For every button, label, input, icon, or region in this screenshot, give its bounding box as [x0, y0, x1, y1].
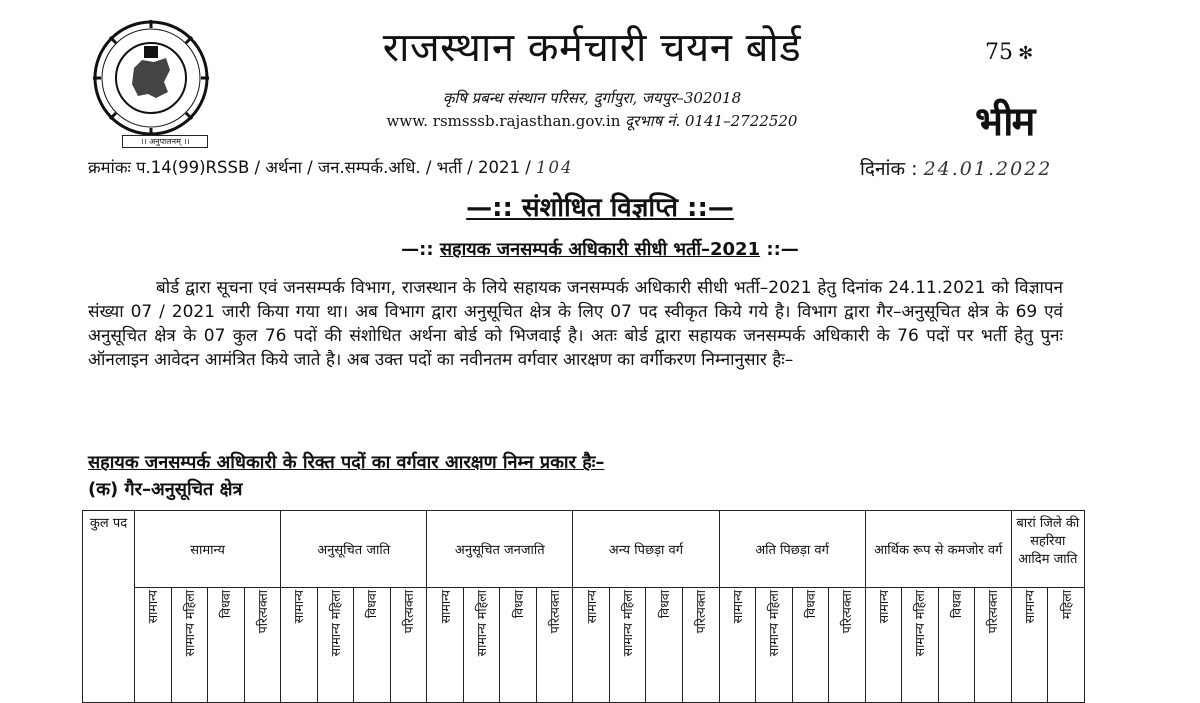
website-link[interactable]: www. rsmsssb.rajasthan.gov.in: [386, 112, 621, 130]
group-header: अनुसूचित जनजाति: [427, 511, 573, 588]
sub-header: सामान्य महिला: [317, 588, 354, 703]
bhim-logo-icon: भीम: [975, 98, 1034, 145]
reservation-table: [82, 510, 1158, 703]
reference-number: क्रमांकः प.14(99)RSSB / अर्थना / जन.सम्पर्क.अधि. / भर्ती / 2021 / 104: [88, 158, 574, 177]
table-heading: सहायक जनसम्पर्क अधिकारी के रिक्त पदों का वर्गवार आरक्षण निम्न प्रकार हैः–: [88, 452, 605, 473]
emblem-motto: ।। अनुपालनम् ।।: [122, 135, 208, 148]
azadi-75-logo-icon: 75 ✻: [985, 40, 1034, 65]
total-posts-header: कुल पद: [83, 511, 135, 703]
group-header: आर्थिक रूप से कमजोर वर्ग: [865, 511, 1011, 588]
sub-header: परित्यक्ता: [829, 588, 866, 703]
sub-header: सामान्य: [135, 588, 172, 703]
sub-header: सामान्य: [427, 588, 464, 703]
notice-heading: —:: संशोधित विज्ञप्ति ::—: [466, 193, 734, 223]
phone-number: 0141–2722520: [685, 112, 798, 130]
sub-header: सामान्य: [573, 588, 610, 703]
office-address: कृषि प्रबन्ध संस्थान परिसर, दुर्गापुरा, जयपुर–302018: [442, 89, 742, 107]
page-title: राजस्थान कर्मचारी चयन बोर्ड: [382, 25, 802, 71]
sub-header: सामान्य महिला: [756, 588, 793, 703]
table-sub-row: [83, 588, 1158, 703]
sub-header: सामान्य महिला: [463, 588, 500, 703]
table-group-row: [83, 511, 1158, 588]
group-header: बारां जिले की सहरिया आदिम जाति: [1011, 511, 1084, 588]
sub-header: महिला: [1048, 588, 1085, 703]
sub-header: परित्यक्ता: [390, 588, 427, 703]
sub-header: सामान्य: [719, 588, 756, 703]
sub-header: सामान्य: [865, 588, 902, 703]
sub-header: सामान्य महिला: [171, 588, 208, 703]
sub-header: विधवा: [208, 588, 245, 703]
sub-header: परित्यक्ता: [244, 588, 281, 703]
sub-header: परित्यक्ता: [682, 588, 719, 703]
contact-line: [232, 111, 952, 131]
phone-label: दूरभाष नं.: [625, 112, 681, 130]
group-header: अनुसूचित जाति: [281, 511, 427, 588]
sub-header: विधवा: [938, 588, 975, 703]
rajasthan-emblem-icon: [92, 18, 210, 146]
sub-header: विधवा: [354, 588, 391, 703]
sub-header: सामान्य: [281, 588, 318, 703]
sub-header: विधवा: [792, 588, 829, 703]
sub-header: सामान्य महिला: [902, 588, 939, 703]
notice-body: बोर्ड द्वारा सूचना एवं जनसम्पर्क विभाग, राजस्थान के लिये सहायक जनसम्पर्क अधिकारी सीधी भर्ती–2021 हेतु दिनांक 24.11.2021 को विज्ञापन संख्या 07 / 2021 जारी किया गया था। अब विभाग द्वारा अनुसूचित क्षेत्र के लिए 07 पद स्वीकृत किये गये है। विभाग द्वारा गैर–अनुसूचित क्षेत्र के 69 एवं अनुसूचित क्षेत्र के 07 कुल 76 पदों की संशोधित अर्थना बोर्ड को भिजवाई है। अतः बोर्ड द्वारा सहायक जनसम्पर्क अधिकारी के 76 पदों पर भर्ती हेतु पुनः ऑनलाइन आवेदन आमंत्रित किये जाते है। अब उक्त पदों का नवीनतम वर्गवार आरक्षण का वर्गीकरण निम्नानुसार हैः–: [88, 278, 1063, 370]
sub-header: विधवा: [646, 588, 683, 703]
issue-date: दिनांक : 24.01.2022: [860, 158, 1053, 180]
group-header: अन्य पिछड़ा वर्ग: [573, 511, 719, 588]
group-header: सामान्य: [135, 511, 281, 588]
sub-header: सामान्य महिला: [609, 588, 646, 703]
section-label: (क) गैर–अनुसूचित क्षेत्र: [88, 479, 243, 500]
group-header: अति पिछड़ा वर्ग: [719, 511, 865, 588]
sub-header: सामान्य: [1011, 588, 1048, 703]
sub-header: परित्यक्ता: [536, 588, 573, 703]
sub-header: परित्यक्ता: [975, 588, 1012, 703]
sub-header: विधवा: [500, 588, 537, 703]
notice-subheading: —:: सहायक जनसम्पर्क अधिकारी सीधी भर्ती–2021 ::—: [401, 239, 799, 260]
